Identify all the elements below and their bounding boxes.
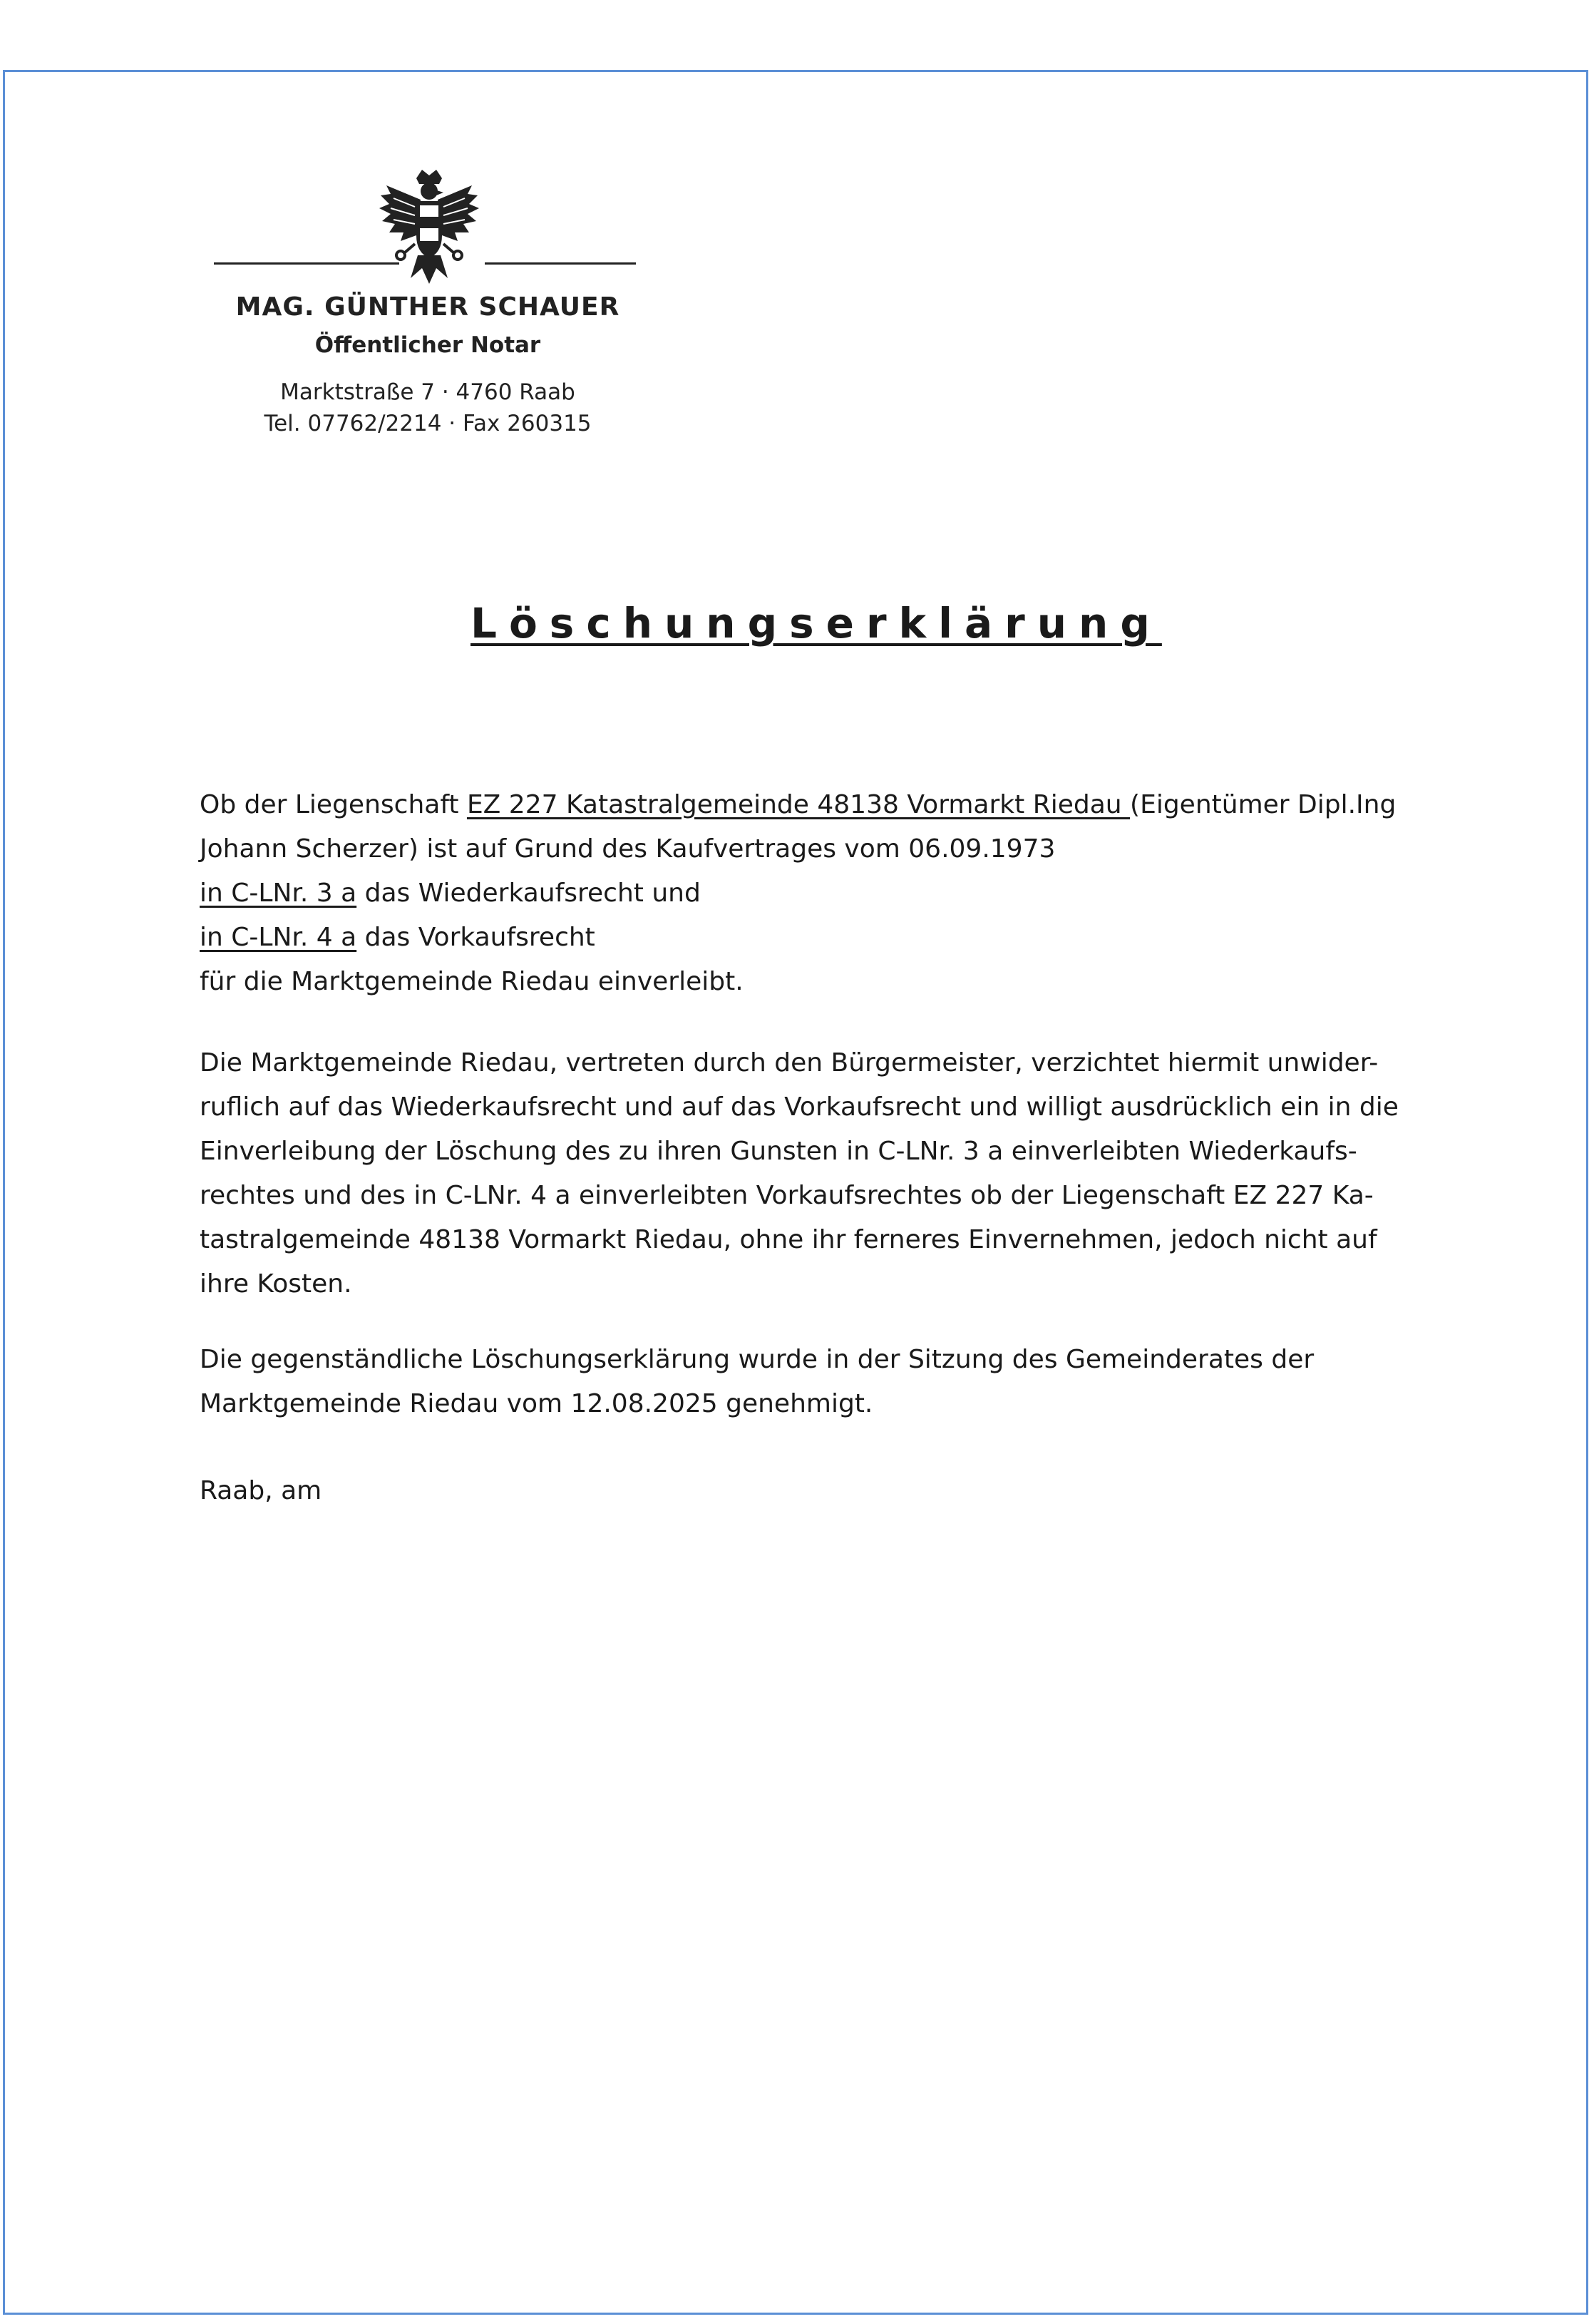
place-date-line: Raab, am — [200, 1476, 322, 1505]
paragraph-1-line-1 — [200, 783, 1412, 827]
paragraph-1-line-3 — [200, 871, 1412, 916]
paragraph-1-line-2: Johann Scherzer) ist auf Grund des Kaufvertrages vom 06.09.1973 — [200, 834, 1056, 864]
paragraph-2-line: ihre Kosten. — [200, 1269, 352, 1299]
property-reference: EZ 227 Katastralgemeinde 48138 Vormarkt Riedau — [466, 790, 1131, 819]
paragraph-3-line: Die gegenständliche Löschungserklärung wurde in der Sitzung des Gemeinderates der — [200, 1345, 1315, 1374]
paragraph-1-line-5: für die Marktgemeinde Riedau einverleibt. — [200, 967, 744, 996]
austrian-eagle-emblem — [372, 164, 486, 292]
paragraph-2-line: tastralgemeinde 48138 Vormarkt Riedau, ohne ihr ferneres Einvernehmen, jedoch nicht auf — [200, 1225, 1377, 1254]
text-segment: Ob der Liegenschaft — [200, 790, 467, 819]
paragraph-2-line: ruflich auf das Wiederkaufsrecht und auf das Vorkaufsrecht und willigt ausdrücklich ein in die — [200, 1092, 1399, 1122]
notary-contact: Tel. 07762/2214 · Fax 260315 — [264, 411, 592, 436]
notary-name: MAG. GÜNTHER SCHAUER — [235, 292, 620, 322]
document-title: Löschungserklärung — [471, 599, 1162, 647]
paragraph-2-line: Die Marktgemeinde Riedau, vertreten durch den Bürgermeister, verzichtet hiermit unwider- — [200, 1048, 1379, 1077]
text-segment: das Wiederkaufsrecht und — [356, 879, 701, 908]
text-segment: (Eigentümer Dipl.Ing — [1130, 790, 1397, 819]
register-entry-reference: in C-LNr. 4 a — [200, 923, 357, 952]
notary-address: Marktstraße 7 · 4760 Raab — [280, 379, 575, 405]
paragraph-1-line-4 — [200, 916, 1412, 960]
text-segment: das Vorkaufsrecht — [356, 923, 595, 952]
register-entry-reference: in C-LNr. 3 a — [200, 879, 357, 908]
paragraph-2-line: Einverleibung der Löschung des zu ihren Gunsten in C-LNr. 3 a einverleibten Wiederkaufs- — [200, 1137, 1357, 1166]
paragraph-2 — [200, 1041, 1412, 1306]
notary-title: Öffentlicher Notar — [314, 332, 541, 358]
letterhead-rule-left — [214, 262, 399, 265]
paragraph-2-line: rechtes und des in C-LNr. 4 a einverleibten Vorkaufsrechtes ob der Liegenschaft EZ 227 Ka- — [200, 1181, 1374, 1210]
letterhead-rule-right — [485, 262, 636, 265]
paragraph-3-line: Marktgemeinde Riedau vom 12.08.2025 genehmigt. — [200, 1389, 873, 1418]
paragraph-1 — [200, 783, 1412, 1004]
paragraph-3 — [200, 1338, 1412, 1426]
